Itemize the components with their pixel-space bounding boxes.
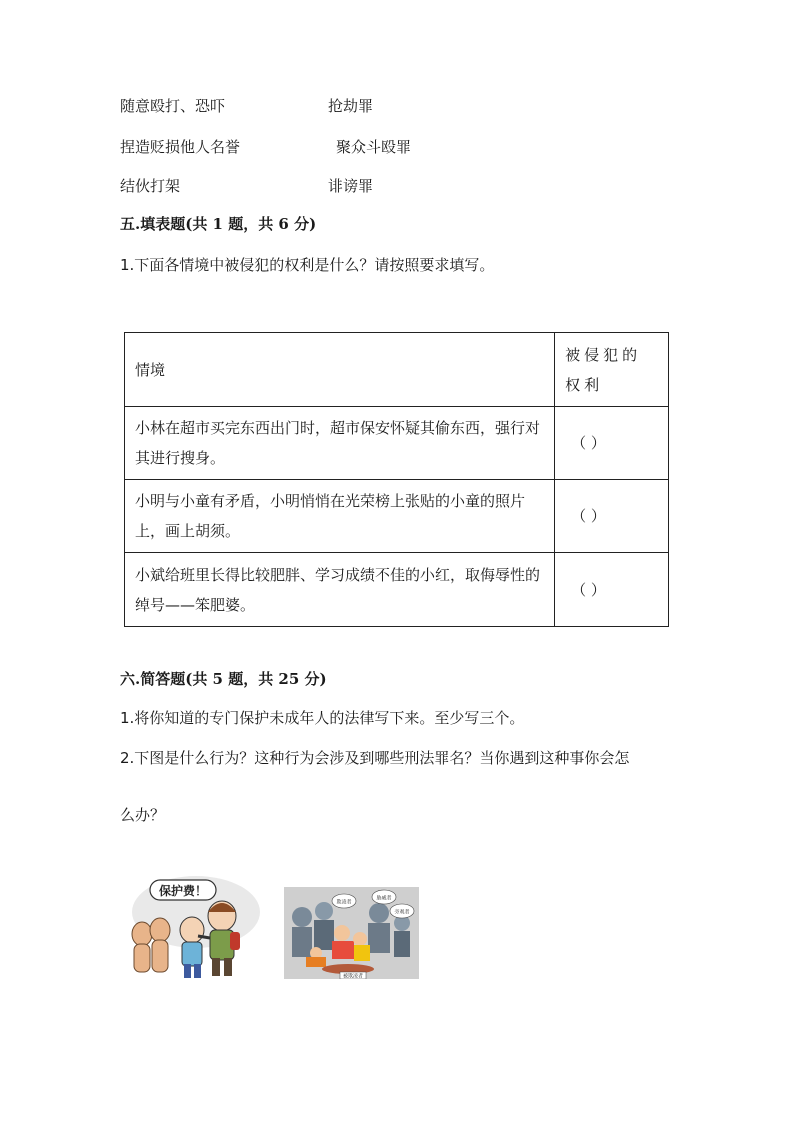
rights-table xyxy=(124,332,669,627)
header-right: 被侵犯的权利 xyxy=(555,333,669,407)
match-left-2: 捏造贬损他人名誉 xyxy=(120,138,241,156)
match-right-1: 抢劫罪 xyxy=(328,97,374,115)
section5-question-1: 1.下面各情境中被侵犯的权利是什么？请按照要求填写。 xyxy=(120,256,495,274)
section6-question-1: 1.将你知道的专门保护未成年人的法律写下来。至少写三个。 xyxy=(120,709,525,727)
match-left-3: 结伙打架 xyxy=(120,177,181,195)
table-row xyxy=(125,553,669,627)
header-scene: 情境 xyxy=(125,333,555,407)
protection-fee-drawing xyxy=(124,872,260,980)
table-header-row xyxy=(125,333,669,407)
match-right-3: 诽谤罪 xyxy=(328,177,374,195)
illustration-bullying-roles xyxy=(284,887,419,979)
label-victim: 被欺凌者 xyxy=(342,973,364,979)
scene-cell-2: 小明与小童有矛盾，小明悄悄在光荣榜上张贴的小童的照片上，画上胡须。 xyxy=(125,480,555,553)
answer-cell-3[interactable]: （ ） xyxy=(555,553,669,627)
table-row xyxy=(125,480,669,553)
bullying-roles-drawing xyxy=(284,887,419,979)
label-threatener: 胁威者 xyxy=(376,895,392,902)
section6-question-2-line2: 么办？ xyxy=(120,806,166,824)
bubble-text: 保护费！ xyxy=(158,884,208,898)
match-left-1: 随意殴打、恐吓 xyxy=(120,97,226,115)
scene-cell-1: 小林在超市买完东西出门时，超市保安怀疑其偷东西，强行对其进行搜身。 xyxy=(125,407,555,480)
section5-title: 五.填表题(共 1 题，共 6 分) xyxy=(120,215,317,233)
table-row xyxy=(125,407,669,480)
answer-cell-1[interactable]: （ ） xyxy=(555,407,669,480)
label-bystander: 旁观者 xyxy=(394,909,410,916)
section6-title: 六.简答题(共 5 题，共 25 分) xyxy=(120,670,327,688)
scene-cell-3: 小斌给班里长得比较肥胖、学习成绩不佳的小红，取侮辱性的绰号——笨肥婆。 xyxy=(125,553,555,627)
section6-question-2-line1: 2.下图是什么行为？这种行为会涉及到哪些刑法罪名？当你遇到这种事你会怎 xyxy=(120,749,630,767)
illustration-protection-fee xyxy=(124,872,260,980)
label-bully: 欺凌者 xyxy=(336,899,352,906)
answer-cell-2[interactable]: （ ） xyxy=(555,480,669,553)
match-right-2: 聚众斗殴罪 xyxy=(336,138,412,156)
